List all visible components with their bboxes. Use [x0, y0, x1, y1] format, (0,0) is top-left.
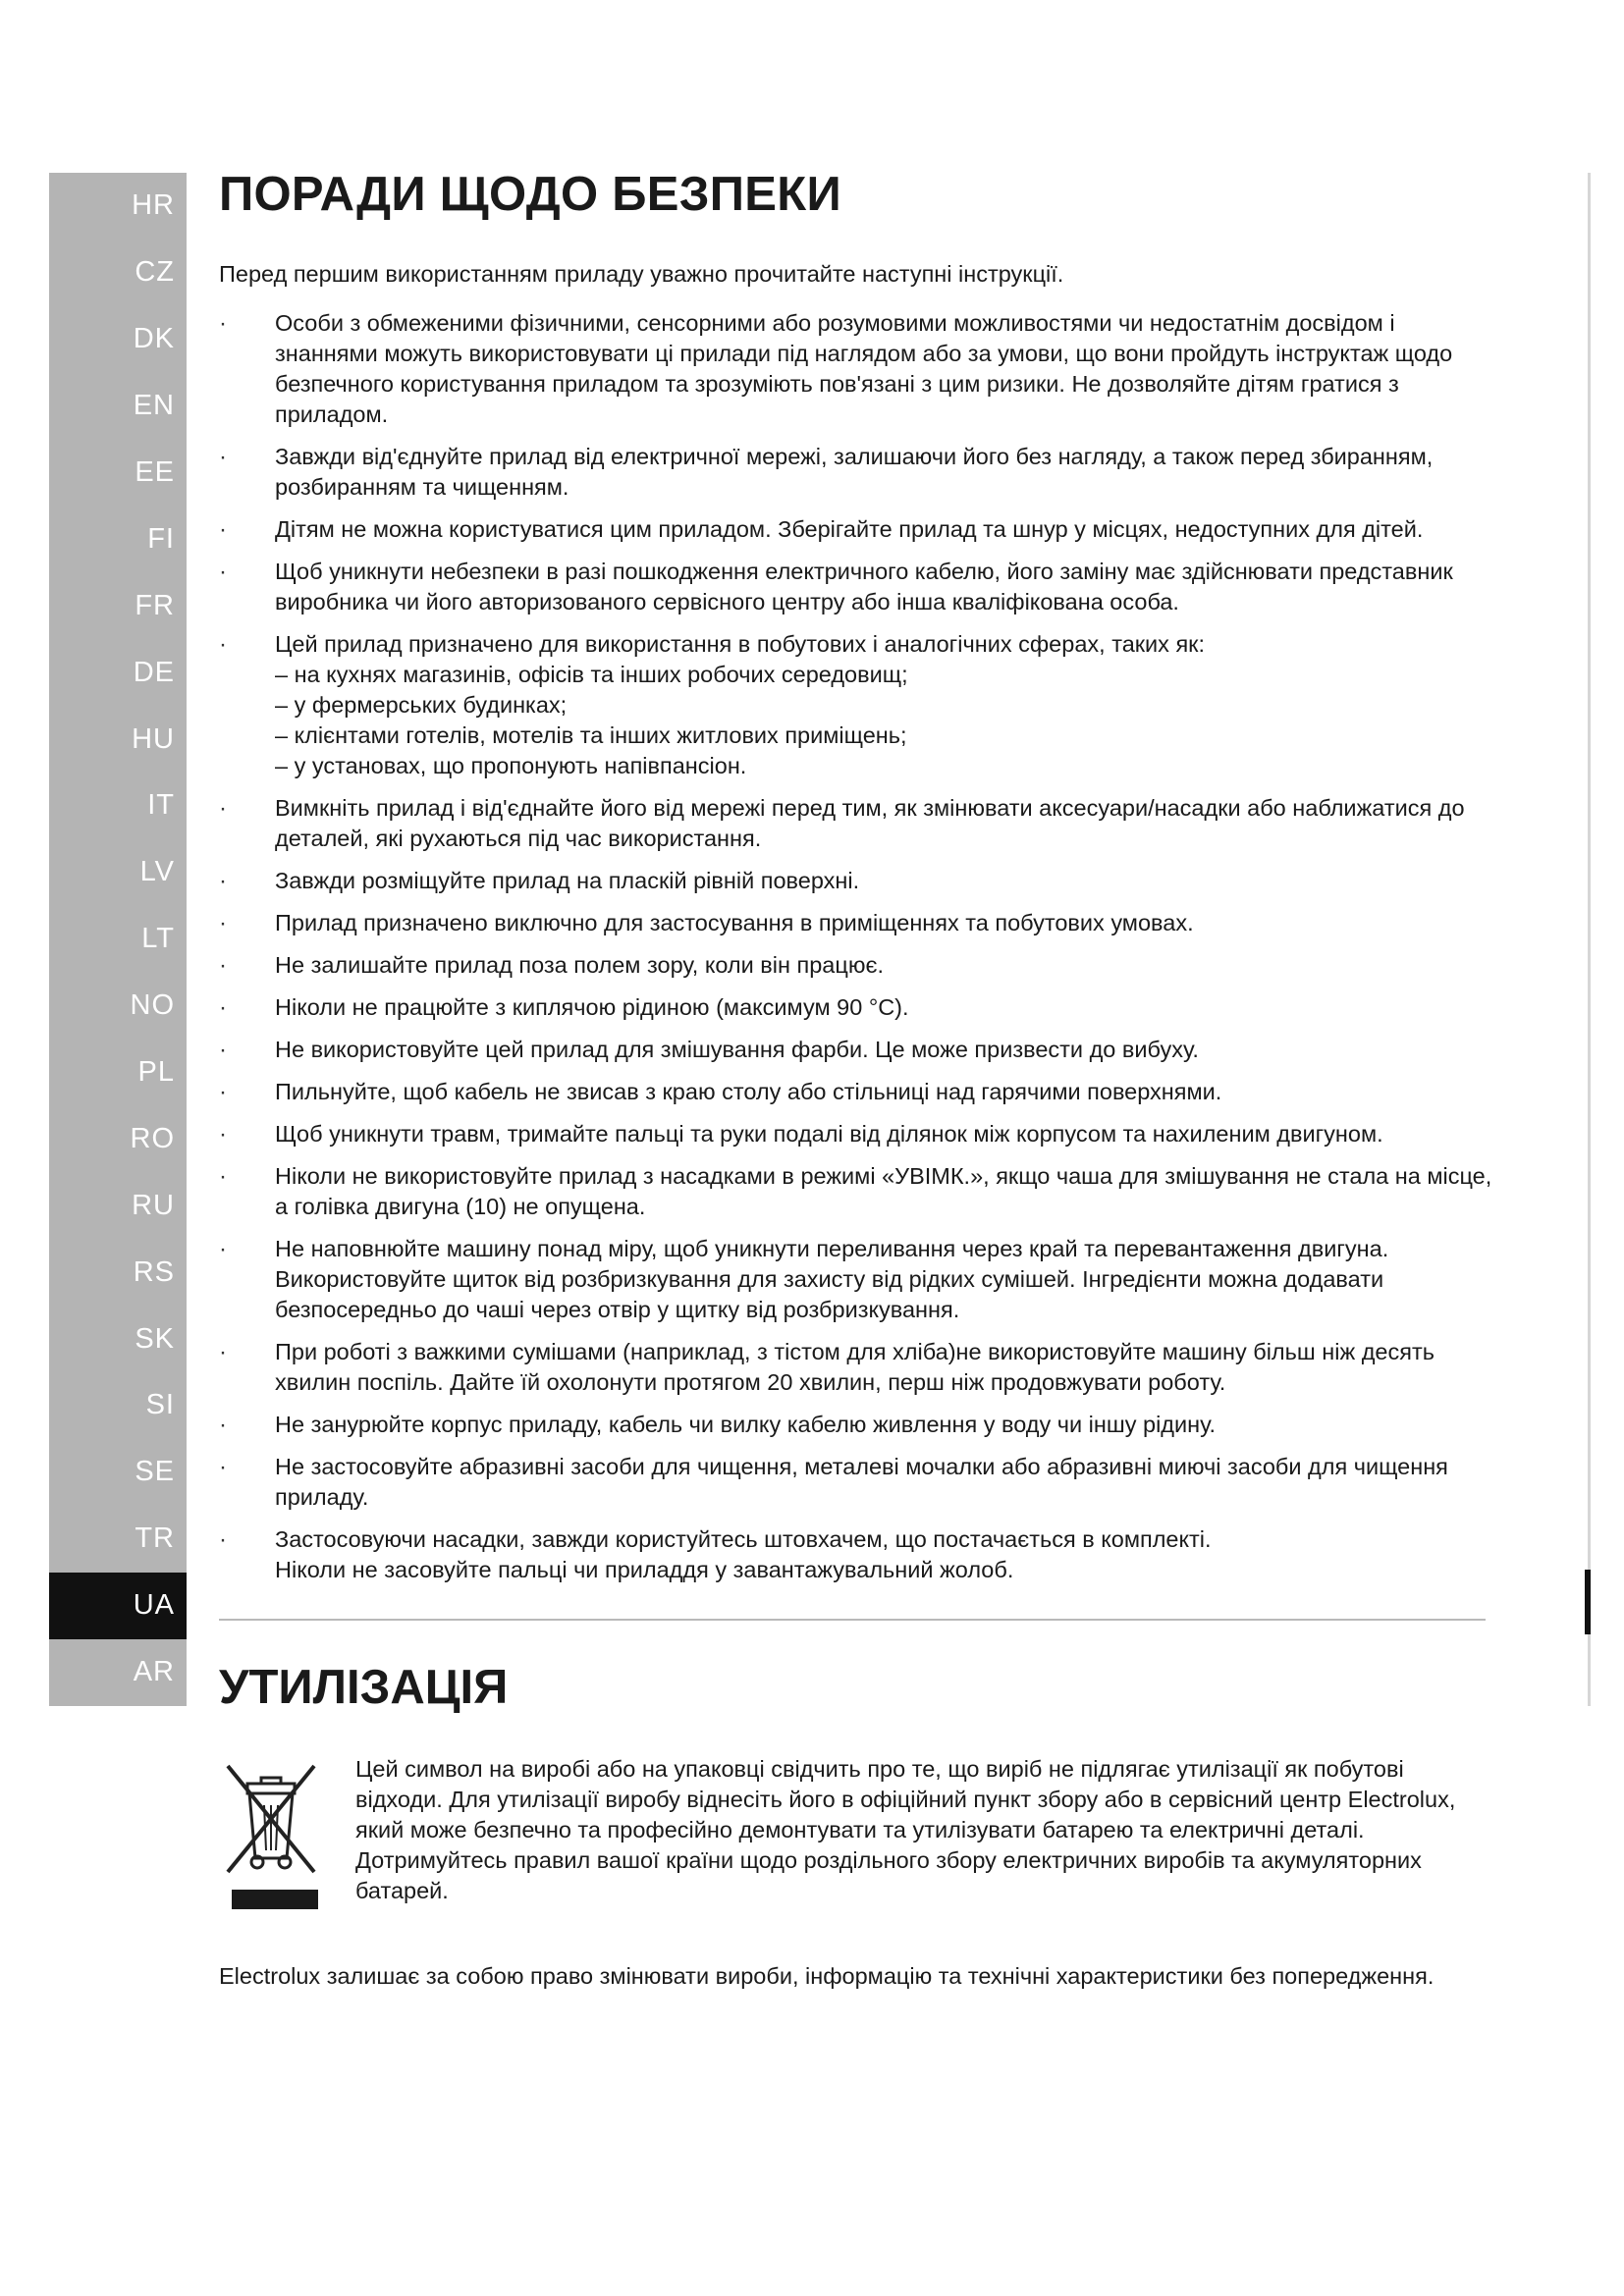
language-tab-ar[interactable]: AR	[133, 1656, 175, 1688]
language-tab-dk[interactable]: DK	[133, 323, 175, 355]
safety-item	[219, 1452, 1495, 1513]
safety-item	[219, 557, 1495, 617]
safety-item	[219, 1410, 1495, 1440]
language-tab-fi[interactable]: FI	[147, 522, 175, 555]
page-edge-rule	[1588, 173, 1591, 1706]
safety-item-text: Не наповнюйте машину понад міру, щоб уникнути переливання через край та перевантаження двигуна. Використовуйте щиток від розбризкування для захисту від рідких сумішей. Інгредієнти можна додавати безпосередньо до чаші через отвір у щитку від розбризкування.	[275, 1236, 1389, 1322]
language-tab-fr[interactable]: FR	[135, 589, 175, 621]
safety-item	[219, 1077, 1495, 1107]
safety-item-text: Вимкніть прилад і від'єднайте його від мережі перед тим, як змінювати аксесуари/насадки або наближатися до деталей, які рухаються під час використання.	[275, 795, 1465, 851]
safety-item-text: Ніколи не використовуйте прилад з насадками в режимі «УВІМК.», якщо чаша для змішування не стала на місце, а голівка двигуна (10) не опущена.	[275, 1163, 1492, 1219]
language-tab-en[interactable]: EN	[133, 390, 175, 422]
safety-title: ПОРАДИ ЩОДО БЕЗПЕКИ	[219, 168, 842, 221]
safety-item	[219, 308, 1495, 430]
language-tab-se[interactable]: SE	[135, 1456, 175, 1488]
disposal-block	[219, 1754, 1495, 1923]
safety-item-text: Ніколи не працюйте з киплячою рідиною (максимум 90 °C).	[275, 994, 909, 1020]
language-tab-ro[interactable]: RO	[130, 1122, 175, 1154]
safety-item	[219, 1337, 1495, 1398]
language-tab-si[interactable]: SI	[145, 1389, 175, 1421]
safety-item-text: Застосовуючи насадки, завжди користуйтесь штовхачем, що постачається в комплекті.	[275, 1526, 1212, 1552]
safety-item	[219, 1234, 1495, 1325]
safety-item-text: Завжди розміщуйте прилад на пласкій рівній поверхні.	[275, 868, 860, 893]
safety-list	[219, 308, 1495, 1585]
safety-item	[219, 908, 1495, 938]
safety-item	[219, 1119, 1495, 1149]
safety-item-text: Не залишайте прилад поза полем зору, коли він працює.	[275, 952, 884, 978]
language-tab-sk[interactable]: SK	[135, 1322, 175, 1355]
language-tab-ua[interactable]: UA	[49, 1573, 187, 1639]
safety-subitem: – на кухнях магазинів, офісів та інших робочих середовищ;	[275, 662, 908, 687]
language-tab-ru[interactable]: RU	[132, 1189, 175, 1221]
page-edge-marker	[1585, 1570, 1591, 1634]
safety-item	[219, 1035, 1495, 1065]
safety-item-text: Прилад призначено виключно для застосування в приміщеннях та побутових умовах.	[275, 910, 1194, 935]
safety-item-text: Щоб уникнути небезпеки в разі пошкодження електричного кабелю, його заміну має здійснювати представник виробника чи його авторизованого сервісного центру або інша кваліфікована особа.	[275, 559, 1453, 614]
safety-item-text: При роботі з важкими сумішами (наприклад, з тістом для хліба)не використовуйте машину більш ніж десять хвилин поспіль. Дайте їй охолонути протягом 20 хвилин, перш ніж продовжувати роботу.	[275, 1339, 1435, 1395]
safety-item	[219, 1524, 1495, 1585]
section-divider	[219, 1619, 1486, 1621]
safety-item-text: Не використовуйте цей прилад для змішування фарби. Це може призвести до вибуху.	[275, 1037, 1199, 1062]
safety-item-text: Особи з обмеженими фізичними, сенсорними або розумовими можливостями чи недостатнім досвідом і знаннями можуть використовувати ці прилади під наглядом або за умови, що вони пройдуть інструктаж щодо безпечного користування приладом та зрозуміють пов'язані з цим ризики. Не дозволяйте дітям гратися з приладом.	[275, 310, 1453, 427]
language-tab-de[interactable]: DE	[133, 656, 175, 688]
language-tab-hu[interactable]: HU	[132, 722, 175, 755]
page-content	[219, 147, 1495, 1992]
language-tab-tr[interactable]: TR	[135, 1522, 175, 1555]
safety-subitem: – у установах, що пропонують напівпансіон.	[275, 753, 747, 778]
crossed-out-wheelie-bin-icon	[222, 1756, 320, 1923]
safety-item-text: Не занурюйте корпус приладу, кабель чи вилку кабелю живлення у воду чи іншу рідину.	[275, 1412, 1217, 1437]
safety-item	[219, 992, 1495, 1023]
safety-item-text: Не застосовуйте абразивні засоби для чищення, металеві мочалки або абразивні миючі засоби для чищення приладу.	[275, 1454, 1448, 1510]
safety-item	[219, 1161, 1495, 1222]
safety-item	[219, 793, 1495, 854]
safety-subitem: – клієнтами готелів, мотелів та інших житлових приміщень;	[275, 722, 907, 748]
safety-item-text: Пильнуйте, щоб кабель не звисав з краю столу або стільниці над гарячими поверхнями.	[275, 1079, 1222, 1104]
language-tab-rs[interactable]: RS	[133, 1255, 175, 1288]
language-tab-pl[interactable]: PL	[137, 1056, 175, 1089]
safety-item-text: Завжди від'єднуйте прилад від електричної мережі, залишаючи його без нагляду, а також перед збиранням, розбиранням та чищенням.	[275, 444, 1434, 500]
safety-item	[219, 950, 1495, 981]
safety-subitem: – у фермерських будинках;	[275, 692, 568, 718]
language-tab-hr[interactable]: HR	[132, 189, 175, 222]
disposal-title: УТИЛІЗАЦІЯ	[219, 1661, 509, 1714]
language-tab-lv[interactable]: LV	[139, 856, 175, 888]
language-tabs	[49, 173, 187, 1706]
legal-note: Electrolux залишає за собою право змінювати вироби, інформацію та технічні характеристики без попередження.	[219, 1963, 1435, 1989]
language-tab-cz[interactable]: CZ	[135, 256, 175, 289]
safety-subitem: Ніколи не засовуйте пальці чи приладдя у завантажувальний жолоб.	[275, 1557, 1014, 1582]
language-tab-ee[interactable]: EE	[135, 456, 175, 488]
safety-item	[219, 629, 1495, 781]
safety-item-text: Щоб уникнути травм, тримайте пальці та руки подалі від ділянок між корпусом та нахиленим двигуном.	[275, 1121, 1383, 1147]
safety-item	[219, 514, 1495, 545]
language-tab-no[interactable]: NO	[130, 989, 175, 1022]
disposal-text: Цей символ на виробі або на упаковці свідчить про те, що виріб не підлягає утилізації як побутові відходи. Для утилізації виробу віднесіть його в офіційний пункт збору або в сервісний центр Electrolux, який може безпечно та професійно демонтувати та утилізувати батарею та електричні деталі. Дотримуйтесь правил вашої країни щодо роздільного збору електричних виробів та акумуляторних батарей.	[355, 1756, 1456, 1903]
safety-item-text: Дітям не можна користуватися цим приладом. Зберігайте прилад та шнур у місцях, недоступних для дітей.	[275, 516, 1424, 542]
safety-intro: Перед першим використанням приладу уважно прочитайте наступні інструкції.	[219, 261, 1064, 287]
language-tab-it[interactable]: IT	[147, 789, 175, 822]
safety-item-text: Цей прилад призначено для використання в побутових і аналогічних сферах, таких як:	[275, 631, 1205, 657]
safety-item	[219, 442, 1495, 503]
language-tab-lt[interactable]: LT	[141, 923, 175, 955]
safety-item	[219, 866, 1495, 896]
